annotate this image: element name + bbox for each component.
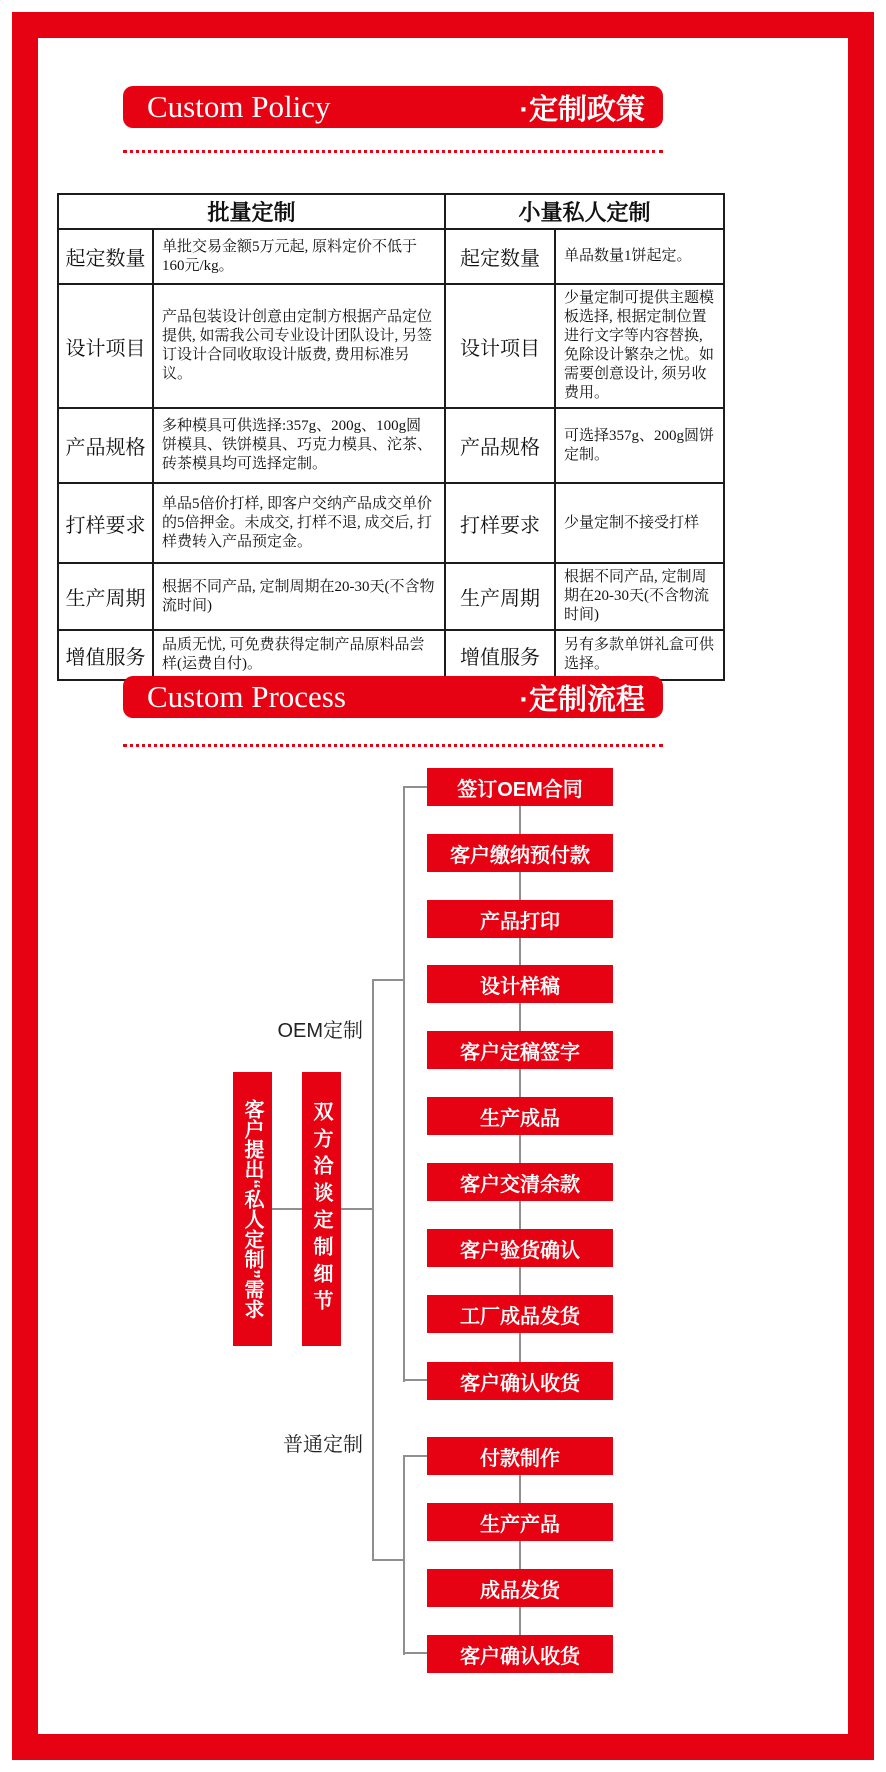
flow-connector [372, 979, 405, 981]
flow-connector [403, 786, 405, 1382]
flow-connector [403, 1455, 427, 1457]
flow-connector [403, 1652, 427, 1654]
flow-step-box: 客户定稿签字 [427, 1031, 613, 1069]
dotted-divider [123, 744, 663, 747]
bulk-cell: 多种模具可供选择:357g、200g、100g圆饼模具、铁饼模具、巧克力模具、沱茶、砖茶模具均可选择定制。 [153, 408, 445, 483]
flow-connector [403, 1379, 427, 1381]
bulk-cell: 产品包装设计创意由定制方根据产品定位提供, 如需我公司专业设计团队设计, 另签订设计合同收取设计版费, 费用标准另议。 [153, 284, 445, 408]
table-row [58, 630, 724, 680]
dotted-divider [123, 150, 663, 153]
flow-step-box: 客户交清余款 [427, 1163, 613, 1201]
policy-table [57, 193, 725, 681]
flow-connector [519, 1456, 521, 1654]
policy-section-banner [123, 86, 663, 128]
flow-connector [403, 786, 427, 788]
column-header-small: 小量私人定制 [445, 194, 724, 229]
flow-step-box: 生产产品 [427, 1503, 613, 1541]
policy-banner-title-en: Custom Policy [147, 89, 331, 124]
table-row [58, 563, 724, 630]
row-label-small: 增值服务 [445, 630, 555, 680]
bulk-cell: 单批交易金额5万元起, 原料定价不低于160元/kg。 [153, 229, 445, 284]
small-cell: 根据不同产品, 定制周期在20-30天(不含物流时间) [555, 563, 724, 630]
flow-step-box: 客户确认收货 [427, 1362, 613, 1400]
branch-label-oem: OEM定制 [277, 1020, 363, 1042]
small-cell: 少量定制不接受打样 [555, 483, 724, 563]
row-label-bulk: 起定数量 [58, 229, 153, 284]
branch-label-common: 普通定制 [283, 1434, 363, 1456]
row-label-bulk: 产品规格 [58, 408, 153, 483]
flow-step-box: 签订OEM合同 [427, 768, 613, 806]
flow-step-box: 客户验货确认 [427, 1229, 613, 1267]
row-label-bulk: 设计项目 [58, 284, 153, 408]
small-cell: 少量定制可提供主题模板选择, 根据定制位置进行文字等内容替换, 免除设计繁杂之忧。如需要创意设计, 须另收费用。 [555, 284, 724, 408]
table-header-row [58, 194, 724, 229]
table-row [58, 483, 724, 563]
bulk-cell: 品质无忧, 可免费获得定制产品原料品尝样(运费自付)。 [153, 630, 445, 680]
flow-step-box: 客户缴纳预付款 [427, 834, 613, 872]
column-header-bulk: 批量定制 [58, 194, 445, 229]
flow-step-box: 付款制作 [427, 1437, 613, 1475]
table-row [58, 229, 724, 284]
flow-step-box: 产品打印 [427, 900, 613, 938]
flow-step-box: 成品发货 [427, 1569, 613, 1607]
bulk-cell: 单品5倍价打样, 即客户交纳产品成交单价的5倍押金。未成交, 打样不退, 成交后, 打样费转入产品预定金。 [153, 483, 445, 563]
process-banner-title-zh: ·定制流程 [519, 683, 645, 716]
row-label-bulk: 打样要求 [58, 483, 153, 563]
small-cell: 单品数量1饼起定。 [555, 229, 724, 284]
row-label-small: 生产周期 [445, 563, 555, 630]
row-label-bulk: 生产周期 [58, 563, 153, 630]
flow-connector [372, 979, 374, 1561]
row-label-bulk: 增值服务 [58, 630, 153, 680]
process-section-banner [123, 676, 663, 718]
table-row [58, 284, 724, 408]
flow-step-box: 设计样稿 [427, 965, 613, 1003]
row-label-small: 打样要求 [445, 483, 555, 563]
flow-connector [372, 1559, 405, 1561]
process-banner-title-en: Custom Process [147, 679, 346, 714]
flow-step-box: 生产成品 [427, 1097, 613, 1135]
row-label-small: 起定数量 [445, 229, 555, 284]
flow-connector [403, 1455, 405, 1655]
policy-banner-title-zh: ·定制政策 [519, 93, 645, 126]
small-cell: 可选择357g、200g圆饼定制。 [555, 408, 724, 483]
flow-connector [272, 1208, 302, 1210]
flow-talk-bar: 双方洽谈定制细节 [302, 1072, 341, 1346]
bulk-cell: 根据不同产品, 定制周期在20-30天(不含物流时间) [153, 563, 445, 630]
row-label-small: 产品规格 [445, 408, 555, 483]
row-label-small: 设计项目 [445, 284, 555, 408]
flow-connector [519, 787, 521, 1381]
flow-start-bar: 客户提出“私人定制”需求 [233, 1072, 272, 1346]
flow-step-box: 工厂成品发货 [427, 1295, 613, 1333]
flow-connector [341, 1208, 374, 1210]
small-cell: 另有多款单饼礼盒可供选择。 [555, 630, 724, 680]
table-row [58, 408, 724, 483]
flow-step-box: 客户确认收货 [427, 1635, 613, 1673]
